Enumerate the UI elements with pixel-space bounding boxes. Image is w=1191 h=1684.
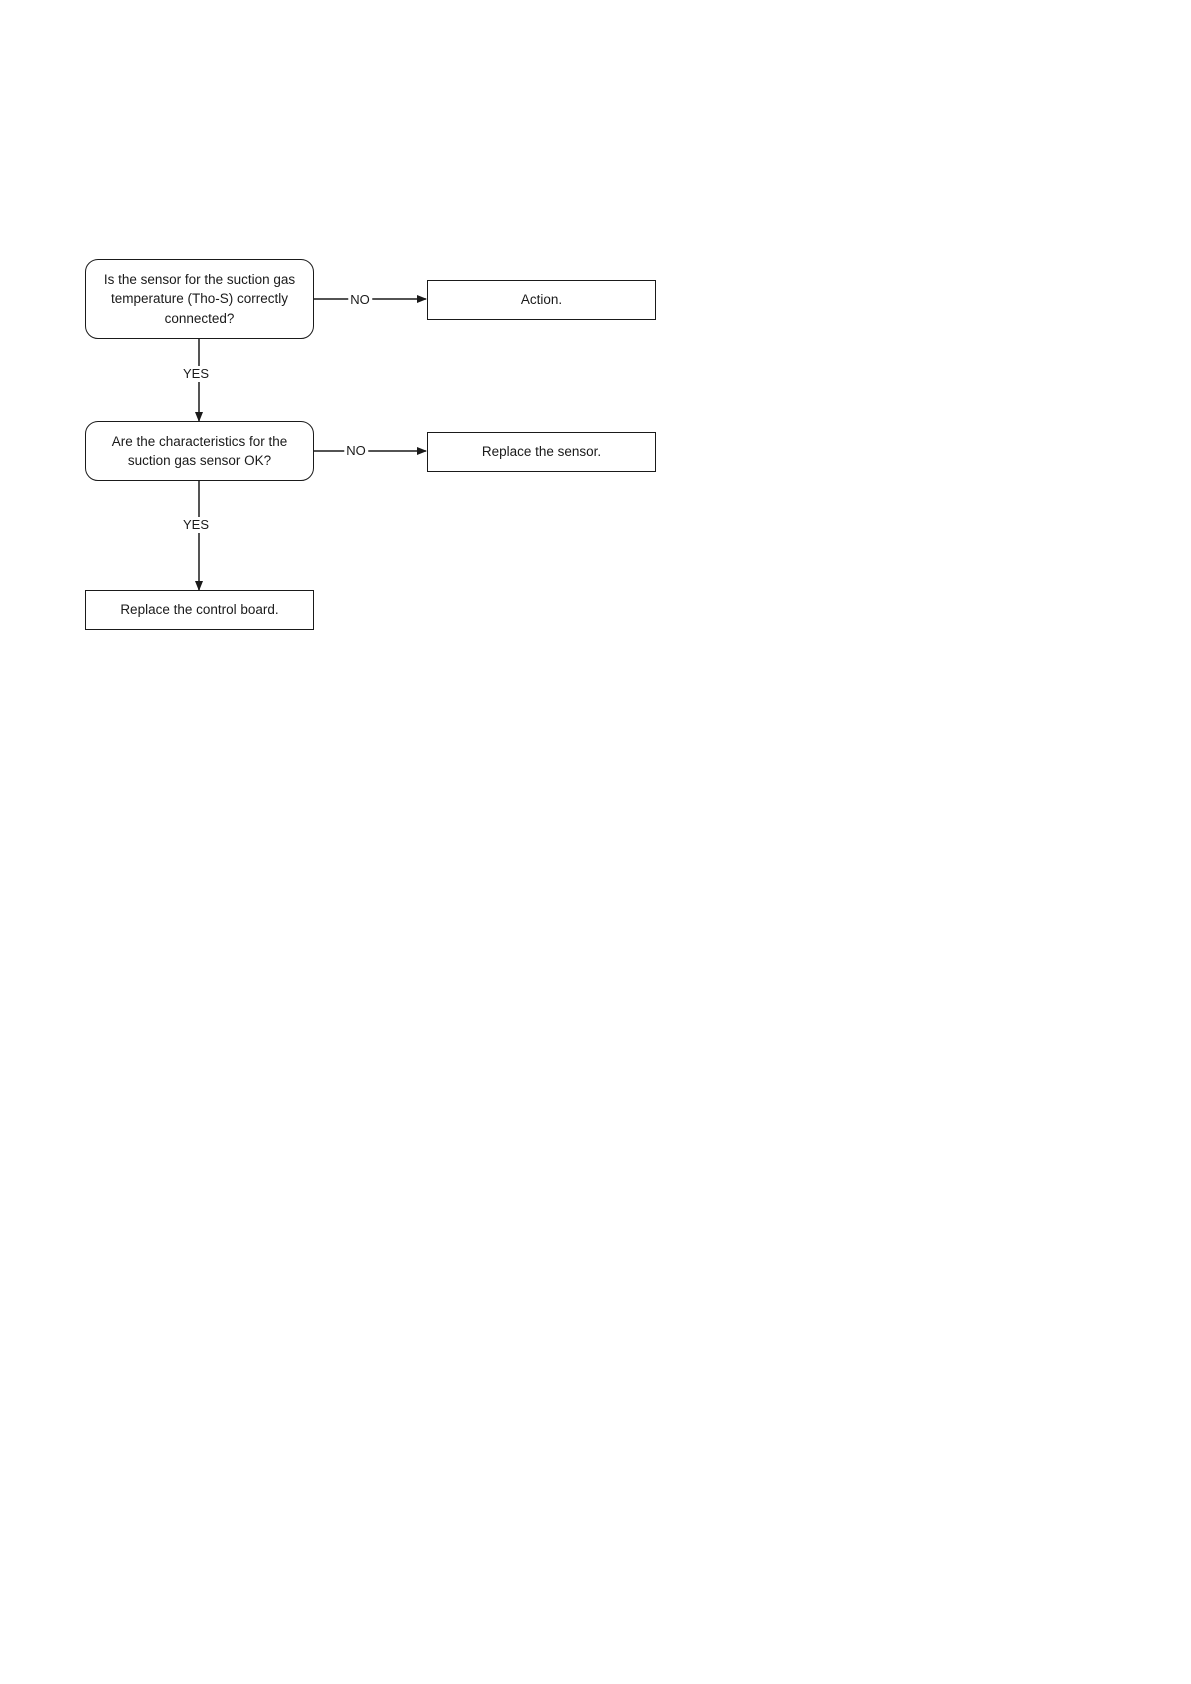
action-box	[427, 280, 656, 320]
edge-label-d2-yes: YES	[182, 517, 210, 532]
replace-control-board-text: Replace the control board.	[120, 602, 279, 618]
edge-label-d1-yes: YES	[182, 366, 210, 381]
replace-control-board-box	[85, 590, 314, 630]
decision-sensor-characteristics	[85, 421, 314, 481]
decision-sensor-characteristics-text: Are the characteristics for the suction gas sensor OK?	[111, 433, 288, 468]
edge-label-d2-no: NO	[346, 443, 366, 458]
decision-sensor-connected	[85, 259, 314, 339]
replace-sensor-box	[427, 432, 656, 472]
replace-sensor-text: Replace the sensor.	[481, 444, 602, 460]
decision-sensor-connected-text: Is the sensor for the suction gas temperature (Tho-S) correctly connected?	[103, 271, 296, 326]
edge-label-d1-no: NO	[350, 292, 370, 307]
action-box-text: Action.	[520, 292, 563, 308]
